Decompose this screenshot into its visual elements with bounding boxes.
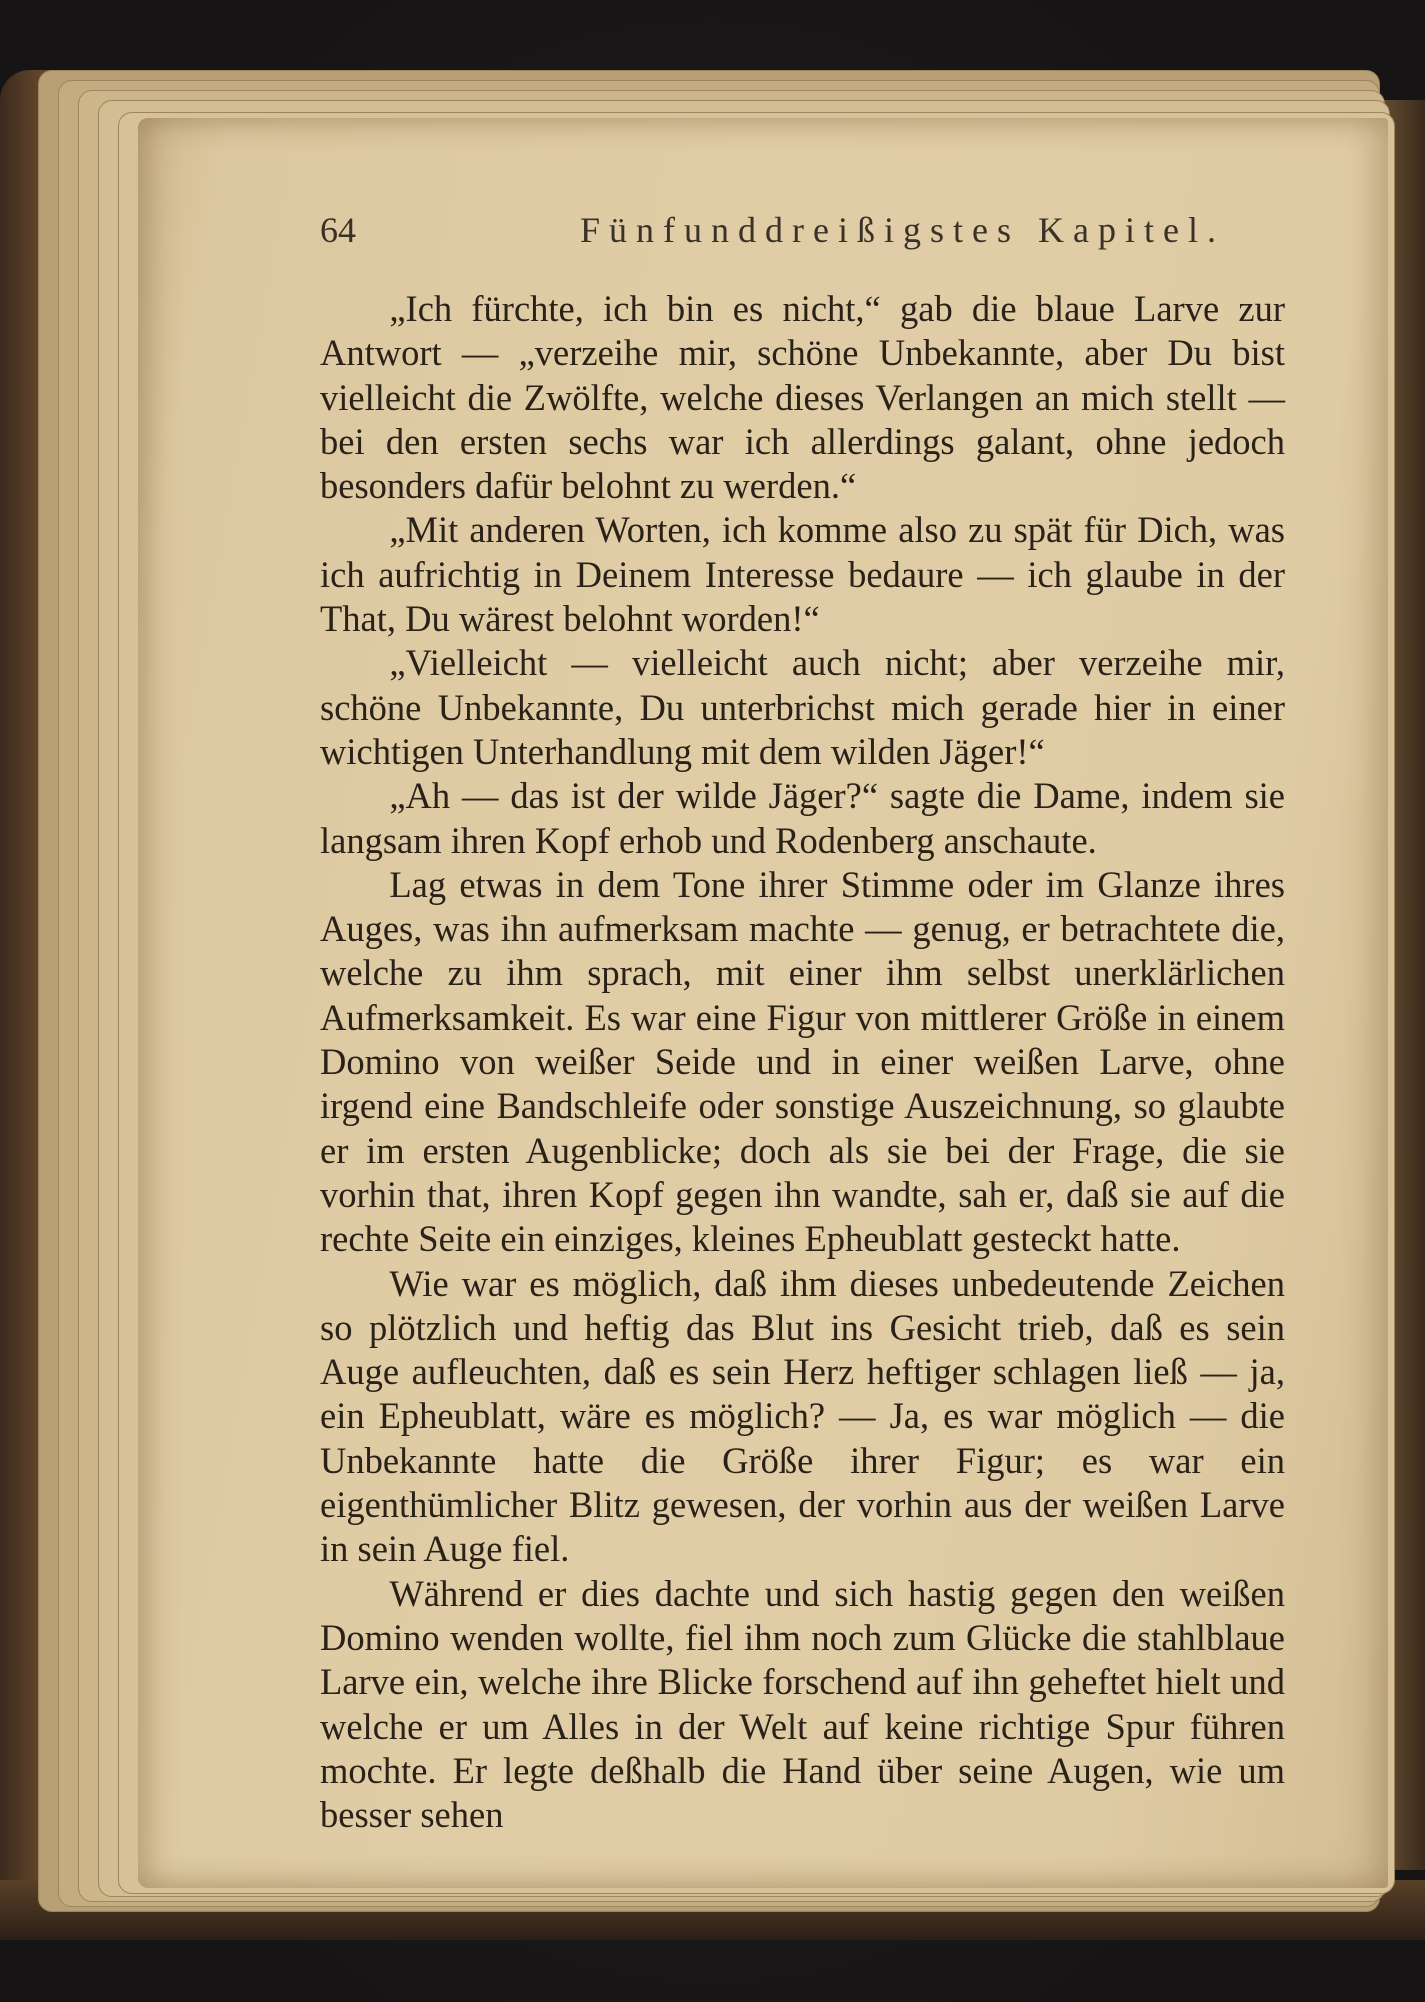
paragraph: „Ich fürchte, ich bin es nicht,“ gab die blaue Larve zur Antwort — „verzeihe mir, schöne Unbekannte, aber Du bist vielleicht die Zwölfte, welche dieses Verlangen an mich stellt — bei den ersten sechs war ich allerdings galant, ohne jedoch besonders dafür belohnt zu werden.“ <box>320 288 1285 507</box>
page-content <box>180 195 1285 1836</box>
chapter-title: Fünfunddreißigstes Kapitel. <box>580 210 1225 250</box>
page-number: 64 <box>320 210 356 250</box>
body-text <box>320 287 1285 1837</box>
paragraph: „Ah — das ist der wilde Jäger?“ sagte die Dame, indem sie langsam ihren Kopf erhob und Rodenberg anschaute. <box>320 775 1285 861</box>
paragraph: „Vielleicht — vielleicht auch nicht; aber verzeihe mir, schöne Unbekannte, Du unterbrichst mich gerade hier in einer wichtigen Unterhandlung mit dem wilden Jäger!“ <box>320 642 1285 772</box>
paragraph: Lag etwas in dem Tone ihrer Stimme oder im Glanze ihres Auges, was ihn aufmerksam machte — genug, er betrachtete die, welche zu ihm sprach, mit einer ihm selbst unerklärlichen Aufmerksamkeit. Es war eine Figur von mittlerer Größe in einem Domino von weißer Seide und in einer weißen Larve, ohne irgend eine Bandschleife oder sonstige Auszeichnung, so glaubte er im ersten Augenblicke; doch als sie bei der Frage, die sie vorhin that, ihren Kopf gegen ihn wandte, sah er, daß sie auf die rechte Seite ein einziges, kleines Epheublatt gesteckt hatte. <box>320 863 1285 1260</box>
paragraph: Während er dies dachte und sich hastig gegen den weißen Domino wenden wollte, fiel ihm noch zum Glücke die stahlblaue Larve ein, welche ihre Blicke forschend auf ihn geheftet hielt und welche er um Alles in der Welt auf keine richtige Spur führen mochte. Er legte deßhalb die Hand über seine Augen, wie um besser sehen <box>320 1572 1285 1836</box>
paragraph: „Mit anderen Worten, ich komme also zu spät für Dich, was ich aufrichtig in Deinem Interesse bedaure — ich glaube in der That, Du wärest belohnt worden!“ <box>320 509 1285 640</box>
paragraph: Wie war es möglich, daß ihm dieses unbedeutende Zeichen so plötzlich und heftig das Blut ins Gesicht trieb, daß es sein Auge aufleuchten, daß es sein Herz heftiger schlagen ließ — ja, ein Epheublatt, wäre es möglich? — Ja, es war möglich — die Unbekannte hatte die Größe ihrer Figur; es war ein eigenthümlicher Blitz gewesen, der vorhin aus der weißen Larve in sein Auge fiel. <box>320 1262 1285 1570</box>
running-head <box>180 195 1285 255</box>
